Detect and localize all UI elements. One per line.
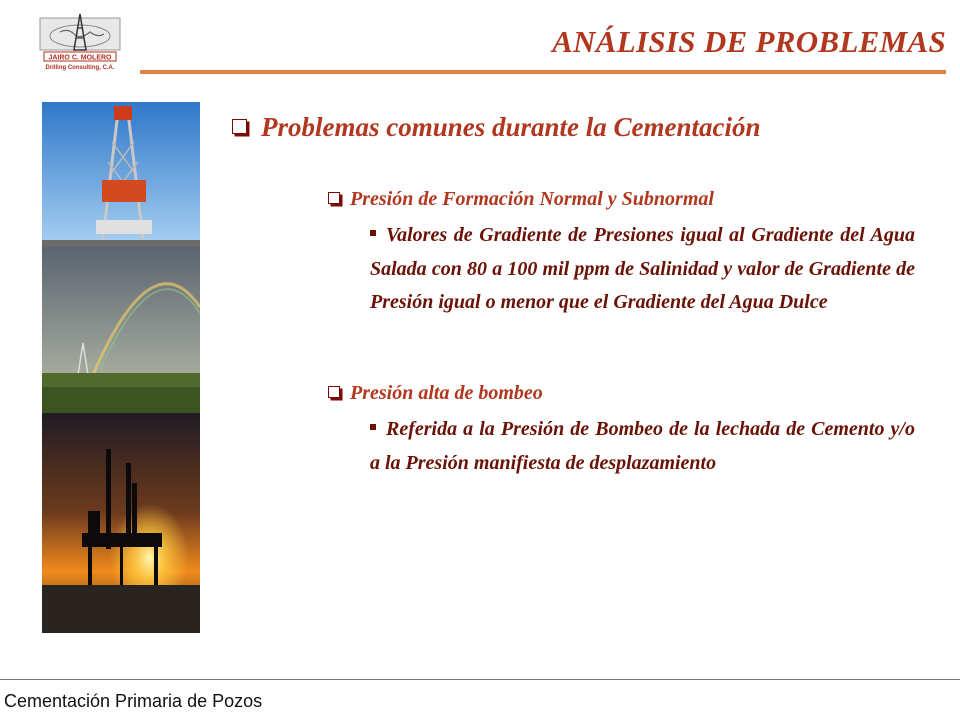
logo-line2: Drilling Consulting, C.A. [45,65,115,71]
paragraph-text: Valores de Gradiente de Presiones igual al Gradiente del Agua Salada con 80 a 100 mil ppm de Salinidad y valor de Gradiente de Presión igual o menor que el Gradiente del Agua Dulce [370,224,915,313]
subsection-title-1 [328,188,714,211]
box-bullet-icon [232,119,247,134]
drilling-rig-photo [42,102,200,247]
subsection-paragraph-2 [370,413,915,480]
paragraph-text: Referida a la Presión de Bombeo de la lechada de Cemento y/o a la Presión manifiesta de desplazamiento [370,418,915,474]
box-bullet-icon [328,192,340,204]
square-bullet-icon [370,230,376,236]
footer-divider [0,679,960,680]
heading-text: Problemas comunes durante la Cementación [261,112,761,142]
box-bullet-icon [328,386,340,398]
rainbow-field-rig-photo [42,247,200,413]
logo-line1: JAIRO C. MOLERO [48,54,112,62]
section-heading [232,112,761,143]
subsection-title-text: Presión de Formación Normal y Subnormal [350,188,714,210]
derrick-globe-logo-icon [38,10,122,72]
square-bullet-icon [370,424,376,430]
subsection-title-text: Presión alta de bombeo [350,382,543,404]
footer-text: Cementación Primaria de Pozos [4,691,263,711]
subsection-paragraph-1 [370,219,915,320]
subsection-title-2 [328,382,543,405]
offshore-platform-sunset-photo [42,413,200,633]
title-divider [140,70,946,74]
page-title: ANÁLISIS DE PROBLEMAS [552,24,946,59]
company-logo [38,10,122,72]
